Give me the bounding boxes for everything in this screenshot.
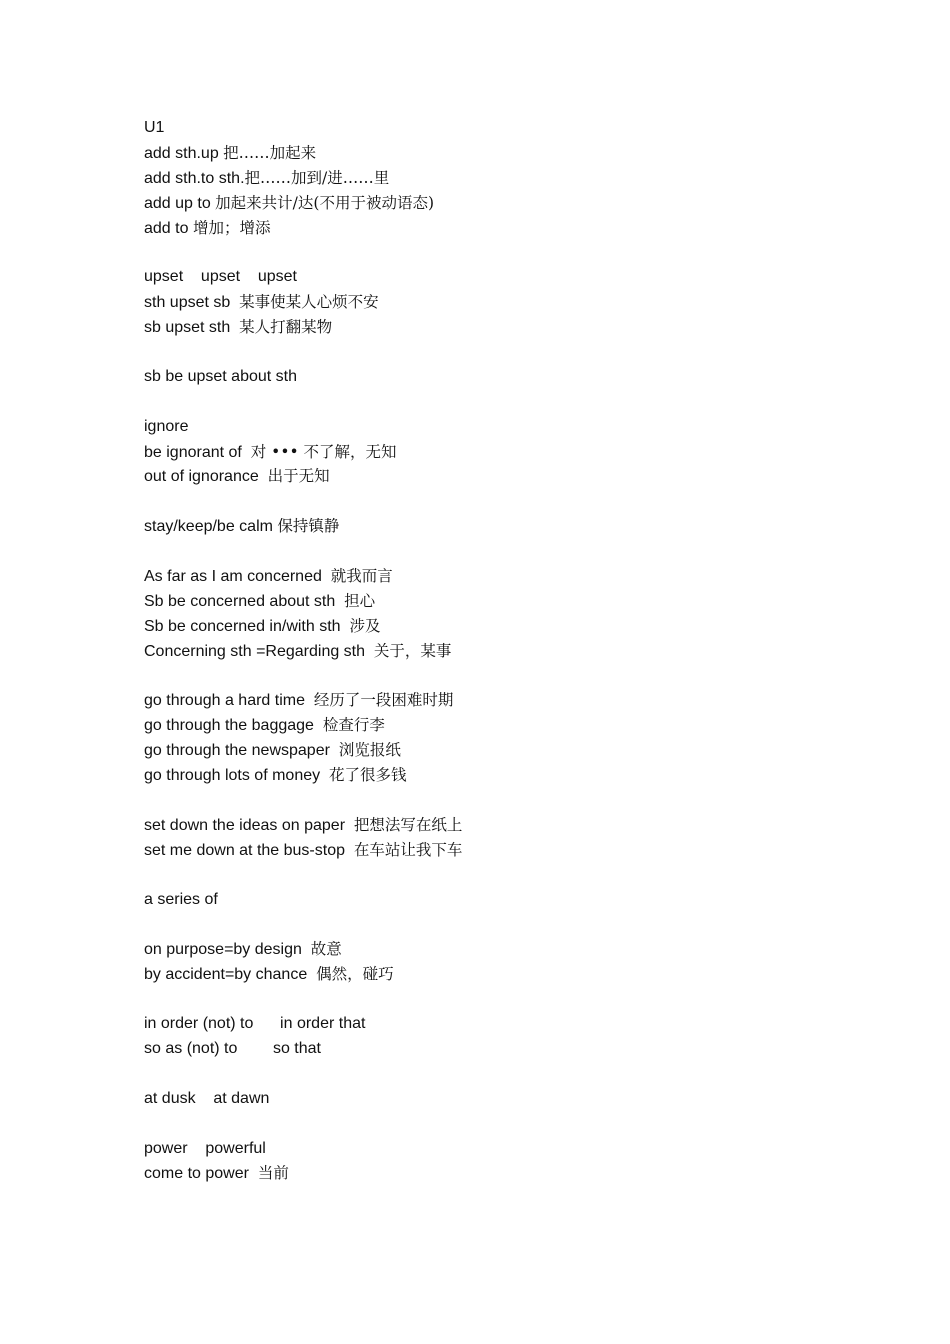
blank-line — [144, 340, 904, 365]
english-text: add up to — [144, 194, 216, 212]
vocab-line — [144, 639, 904, 664]
chinese-translation: 浏览报纸 — [338, 741, 401, 760]
english-text: go through the newspaper — [144, 742, 339, 760]
vocab-line — [144, 564, 904, 589]
vocab-line — [144, 1012, 904, 1037]
vocab-line — [144, 713, 904, 738]
english-text: stay/keep/be calm — [144, 518, 278, 536]
blank-line — [144, 987, 904, 1012]
vocab-line — [144, 1037, 904, 1062]
vocab-line — [144, 265, 904, 290]
chinese-translation: 故意 — [310, 940, 342, 959]
chinese-translation: 担心 — [344, 591, 376, 610]
vocab-line — [144, 464, 904, 489]
chinese-translation: 出于无知 — [267, 467, 330, 486]
chinese-translation: 花了很多钱 — [329, 766, 407, 785]
english-text: add sth.up — [144, 144, 224, 162]
vocab-line — [144, 614, 904, 639]
english-text: sth upset sb — [144, 294, 240, 312]
vocab-line — [144, 763, 904, 788]
chinese-translation: 加起来共计/达(不用于被动语态) — [215, 193, 434, 212]
vocab-line — [144, 813, 904, 838]
blank-line — [144, 539, 904, 564]
blank-line — [144, 664, 904, 689]
blank-line — [144, 788, 904, 813]
blank-line — [144, 1112, 904, 1137]
vocab-line — [144, 937, 904, 962]
english-text: sb be upset about sth — [144, 367, 297, 385]
chinese-translation: 对 ••• 不了解，无知 — [250, 442, 397, 461]
vocab-line — [144, 1087, 904, 1112]
unit-heading — [144, 116, 904, 141]
vocab-line — [144, 688, 904, 713]
chinese-translation: 增加；增添 — [192, 218, 271, 237]
english-text: Sb be concerned about sth — [144, 592, 345, 610]
chinese-translation: 当前 — [257, 1164, 289, 1183]
english-text: by accident=by chance — [144, 966, 317, 984]
chinese-translation: 把……加起来 — [223, 143, 317, 162]
vocab-line — [144, 514, 904, 539]
chinese-translation: 就我而言 — [330, 567, 393, 586]
english-text: come to power — [144, 1165, 258, 1183]
english-text: power powerful — [144, 1139, 266, 1157]
vocab-line — [144, 315, 904, 340]
chinese-translation: 某事使某人心烦不安 — [239, 293, 379, 312]
english-text: add to — [144, 219, 193, 237]
vocab-line — [144, 838, 904, 863]
vocab-line — [144, 440, 904, 465]
vocab-line — [144, 216, 904, 241]
chinese-translation: 把……加到/进……里 — [244, 168, 390, 187]
chinese-translation: 保持镇静 — [277, 517, 340, 536]
english-text: go through the baggage — [144, 717, 323, 735]
vocab-line — [144, 415, 904, 440]
document-body — [144, 116, 904, 1186]
chinese-translation: 检查行李 — [322, 716, 385, 735]
english-text: U1 — [144, 119, 165, 136]
blank-line — [144, 1062, 904, 1087]
vocab-line — [144, 166, 904, 191]
chinese-translation: 经历了一段困难时期 — [313, 691, 454, 710]
english-text: set me down at the bus-stop — [144, 841, 354, 859]
vocab-line — [144, 888, 904, 913]
english-text: at dusk at dawn — [144, 1089, 270, 1107]
vocab-line — [144, 1161, 904, 1186]
vocab-line — [144, 290, 904, 315]
english-text: Sb be concerned in/with sth — [144, 617, 350, 635]
vocab-line — [144, 589, 904, 614]
english-text: add sth.to sth. — [144, 169, 245, 187]
chinese-translation: 在车站让我下车 — [353, 840, 463, 859]
english-text: so as (not) to so that — [144, 1039, 321, 1057]
chinese-translation: 把想法写在纸上 — [353, 815, 463, 834]
chinese-translation: 涉及 — [349, 616, 381, 635]
english-text: a series of — [144, 890, 218, 908]
english-text: sb upset sth — [144, 319, 240, 337]
blank-line — [144, 489, 904, 514]
vocab-line — [144, 191, 904, 216]
blank-line — [144, 240, 904, 265]
chinese-translation: 偶然，碰巧 — [316, 965, 394, 984]
english-text: As far as I am concerned — [144, 568, 331, 586]
blank-line — [144, 863, 904, 888]
vocab-line — [144, 738, 904, 763]
english-text: go through a hard time — [144, 692, 314, 710]
english-text: out of ignorance — [144, 468, 268, 486]
blank-line — [144, 913, 904, 938]
english-text: be ignorant of — [144, 443, 251, 461]
english-text: upset upset upset — [144, 268, 297, 286]
english-text: in order (not) to in order that — [144, 1015, 366, 1033]
chinese-translation: 某人打翻某物 — [239, 318, 333, 337]
english-text: set down the ideas on paper — [144, 816, 354, 834]
vocab-line — [144, 141, 904, 166]
vocab-line — [144, 365, 904, 390]
chinese-translation: 关于，某事 — [373, 641, 452, 660]
english-text: Concerning sth =Regarding sth — [144, 642, 374, 660]
english-text: ignore — [144, 417, 189, 435]
vocab-line — [144, 1137, 904, 1162]
blank-line — [144, 390, 904, 415]
vocab-line — [144, 962, 904, 987]
english-text: on purpose=by design — [144, 941, 311, 959]
english-text: go through lots of money — [144, 767, 329, 785]
